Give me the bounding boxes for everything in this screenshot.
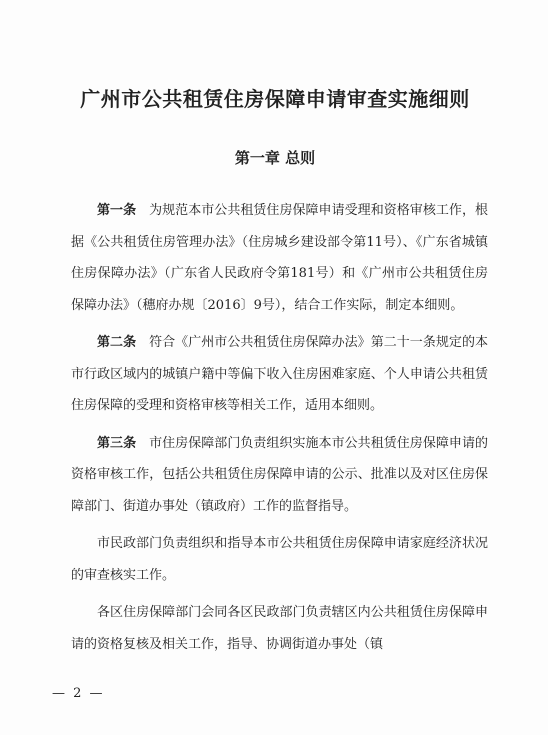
article-1-paragraph	[71, 195, 488, 321]
civil-affairs-paragraph	[71, 528, 488, 591]
district-paragraph	[71, 597, 488, 660]
article-3-text: 市住房保障部门负责组织实施本市公共租赁住房保障申请的资格审核工作，包括公共租赁住房保障申请的公示、批准以及对区住房保障部门、街道办事处（镇政府）工作的监督指导。	[71, 435, 488, 514]
article-2-paragraph	[71, 327, 488, 422]
document-title: 广州市公共租赁住房保障申请审查实施细则	[80, 87, 470, 111]
civil-affairs-text: 市民政部门负责组织和指导本市公共租赁住房保障申请家庭经济状况的审查核实工作。	[71, 536, 488, 583]
article-3-label: 第三条	[97, 435, 137, 451]
article-1-text: 为规范本市公共租赁住房保障申请受理和资格审核工作，根据《公共租赁住房管理办法》（住房城乡建设部令第11号）、《广东省城镇住房保障办法》（广东省人民政府令第181号）和《广州市公共租赁住房保障办法》（穗府办规〔2016〕9号），结合工作实际，制定本细则。	[71, 203, 488, 313]
chapter-heading: 第一章 总则	[234, 149, 316, 167]
article-2-label: 第二条	[97, 335, 137, 350]
document-body	[71, 195, 488, 666]
article-2-text: 符合《广州市公共租赁住房保障办法》第二十一条规定的本市行政区域内的城镇户籍中等偏下收入住房困难家庭、个人申请公共租赁住房保障的受理和资格审核等相关工作，适用本细则。	[71, 335, 488, 413]
district-text: 各区住房保障部门会同各区民政部门负责辖区内公共租赁住房保障申请的资格复核及相关工作，指导、协调街道办事处（镇	[71, 605, 488, 652]
page-number: — 2 —	[52, 686, 105, 701]
article-1-label: 第一条	[97, 203, 137, 218]
article-3-paragraph	[71, 428, 488, 523]
